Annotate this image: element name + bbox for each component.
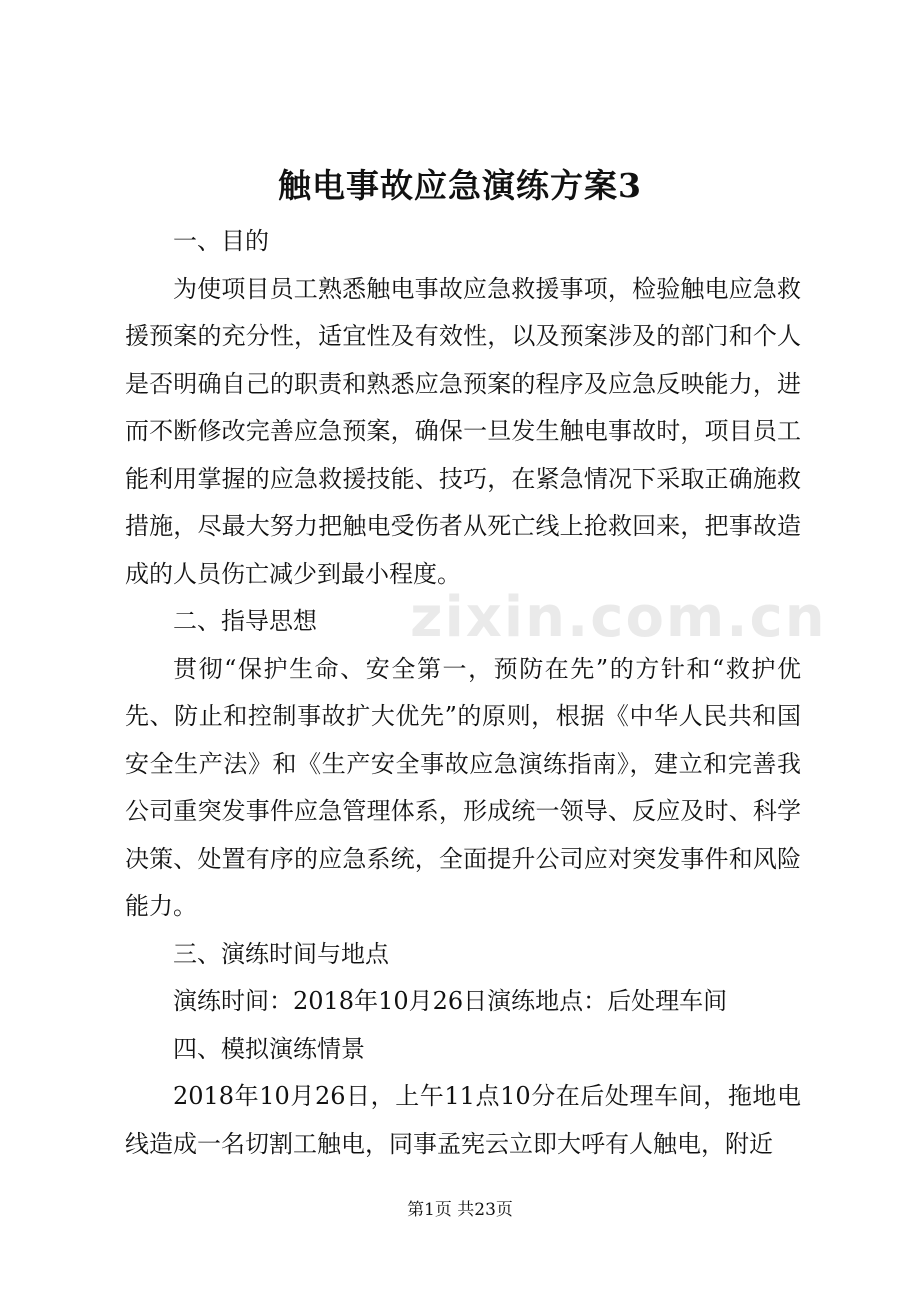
- document-title: 触电事故应急演练方案3: [278, 166, 642, 205]
- paragraph-time-location: 演练时间：2018年10月26日演练地点：后处理车间: [173, 987, 728, 1015]
- section-heading-time-location: 三、演练时间与地点: [173, 939, 389, 968]
- document-body: [125, 218, 801, 1168]
- section-heading-scenario: 四、模拟演练情景: [173, 1034, 365, 1063]
- watermark-text: zixin.com.cn: [410, 585, 827, 650]
- paragraph-purpose: 为使项目员工熟悉触电事故应急救援事项，检验触电应急救援预案的充分性，适宜性及有效性，以及预案涉及的部门和个人是否明确自己的职责和熟悉应急预案的程序及应急反映能力，进而不断修改完善应急预案，确保一旦发生触电事故时，项目员工能利用掌握的应急救援技能、技巧，在紧急情况下采取正确施救措施，尽最大努力把触电受伤者从死亡线上抢救回来，把事故造成的人员伤亡减少到最小程度。: [125, 274, 801, 588]
- paragraph-scenario: 2018年10月26日，上午11点10分在后处理车间，拖地电线造成一名切割工触电，同事孟宪云立即大呼有人触电，附近: [125, 1082, 801, 1158]
- page-footer: 第1页 共23页: [407, 1200, 513, 1220]
- paragraph-guiding-thought: 贯彻“保护生命、安全第一，预防在先”的方针和“救护优先、防止和控制事故扩大优先”的原则，根据《中华人民共和国安全生产法》和《生产安全事故应急演练指南》，建立和完善我公司重突发事件应急管理体系，形成统一领导、反应及时、科学决策、处置有序的应急系统，全面提升公司应对突发事件和风险能力。: [125, 654, 801, 920]
- section-heading-guiding-thought: 二、指导思想: [173, 607, 317, 635]
- section-heading-purpose: 一、目的: [173, 227, 269, 255]
